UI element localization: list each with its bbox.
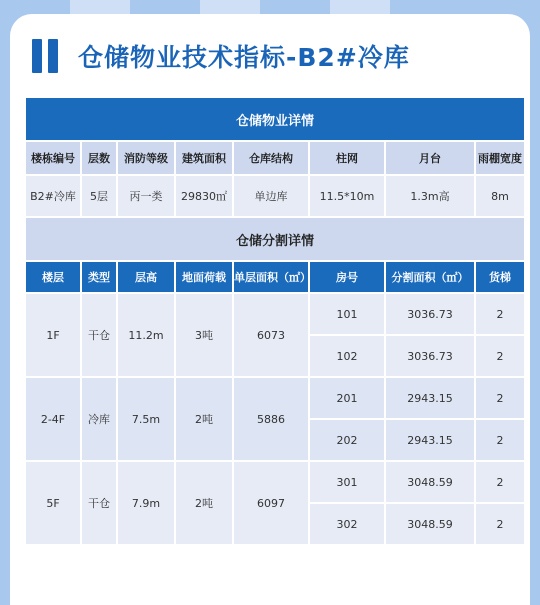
split-section-title: 仓储分割详情: [25, 217, 525, 261]
height-cell: 7.5m: [117, 377, 175, 461]
room-area-cell: 2943.15: [385, 419, 475, 461]
type-cell: 冷库: [81, 377, 117, 461]
split-header-row: [25, 261, 525, 293]
detail-header-cell: 柱网: [309, 141, 385, 175]
split-row: [25, 293, 525, 335]
detail-header-row: [25, 141, 525, 175]
lift-cell: 2: [475, 461, 525, 503]
split-header-cell: 货梯: [475, 261, 525, 293]
split-row: [25, 461, 525, 503]
title-accent-bar: [32, 39, 42, 73]
height-cell: 7.9m: [117, 461, 175, 545]
floor-cell: 5F: [25, 461, 81, 545]
lift-cell: 2: [475, 503, 525, 545]
detail-data-row: [25, 175, 525, 217]
detail-header-cell: 建筑面积: [175, 141, 233, 175]
type-cell: 干仓: [81, 461, 117, 545]
split-header-cell: 类型: [81, 261, 117, 293]
floor-cell: 2-4F: [25, 377, 81, 461]
room-no-cell: 101: [309, 293, 385, 335]
title-accent-bar: [48, 39, 58, 73]
detail-header-cell: 月台: [385, 141, 475, 175]
load-cell: 3吨: [175, 293, 233, 377]
room-no-cell: 202: [309, 419, 385, 461]
split-header-cell: 房号: [309, 261, 385, 293]
room-no-cell: 302: [309, 503, 385, 545]
room-area-cell: 3048.59: [385, 503, 475, 545]
detail-cell: 1.3m高: [385, 175, 475, 217]
detail-cell: 8m: [475, 175, 525, 217]
detail-header-cell: 仓库结构: [233, 141, 309, 175]
room-area-cell: 3036.73: [385, 335, 475, 377]
type-cell: 干仓: [81, 293, 117, 377]
detail-cell: 丙一类: [117, 175, 175, 217]
detail-cell: 5层: [81, 175, 117, 217]
detail-section-title: 仓储物业详情: [25, 97, 525, 141]
detail-cell: 单边库: [233, 175, 309, 217]
lift-cell: 2: [475, 377, 525, 419]
spec-table: [24, 96, 526, 546]
room-area-cell: 2943.15: [385, 377, 475, 419]
floor-area-cell: 5886: [233, 377, 309, 461]
split-header-cell: 楼层: [25, 261, 81, 293]
split-row: [25, 377, 525, 419]
lift-cell: 2: [475, 293, 525, 335]
split-header-cell: 层高: [117, 261, 175, 293]
load-cell: 2吨: [175, 377, 233, 461]
room-no-cell: 301: [309, 461, 385, 503]
lift-cell: 2: [475, 419, 525, 461]
room-no-cell: 201: [309, 377, 385, 419]
detail-cell: 29830㎡: [175, 175, 233, 217]
detail-header-cell: 层数: [81, 141, 117, 175]
room-area-cell: 3036.73: [385, 293, 475, 335]
detail-cell: 11.5*10m: [309, 175, 385, 217]
detail-header-cell: 消防等级: [117, 141, 175, 175]
floor-area-cell: 6073: [233, 293, 309, 377]
load-cell: 2吨: [175, 461, 233, 545]
height-cell: 11.2m: [117, 293, 175, 377]
detail-header-cell: 雨棚宽度: [475, 141, 525, 175]
floor-cell: 1F: [25, 293, 81, 377]
detail-cell: B2#冷库: [25, 175, 81, 217]
title-row: [32, 36, 410, 76]
lift-cell: 2: [475, 335, 525, 377]
split-header-cell: 地面荷载: [175, 261, 233, 293]
room-no-cell: 102: [309, 335, 385, 377]
page-title: 仓储物业技术指标-B2#冷库: [78, 43, 410, 72]
room-area-cell: 3048.59: [385, 461, 475, 503]
floor-area-cell: 6097: [233, 461, 309, 545]
split-header-cell: 单层面积（㎡）: [233, 261, 309, 293]
content-card: [10, 14, 530, 605]
split-header-cell: 分割面积（㎡）: [385, 261, 475, 293]
detail-header-cell: 楼栋编号: [25, 141, 81, 175]
